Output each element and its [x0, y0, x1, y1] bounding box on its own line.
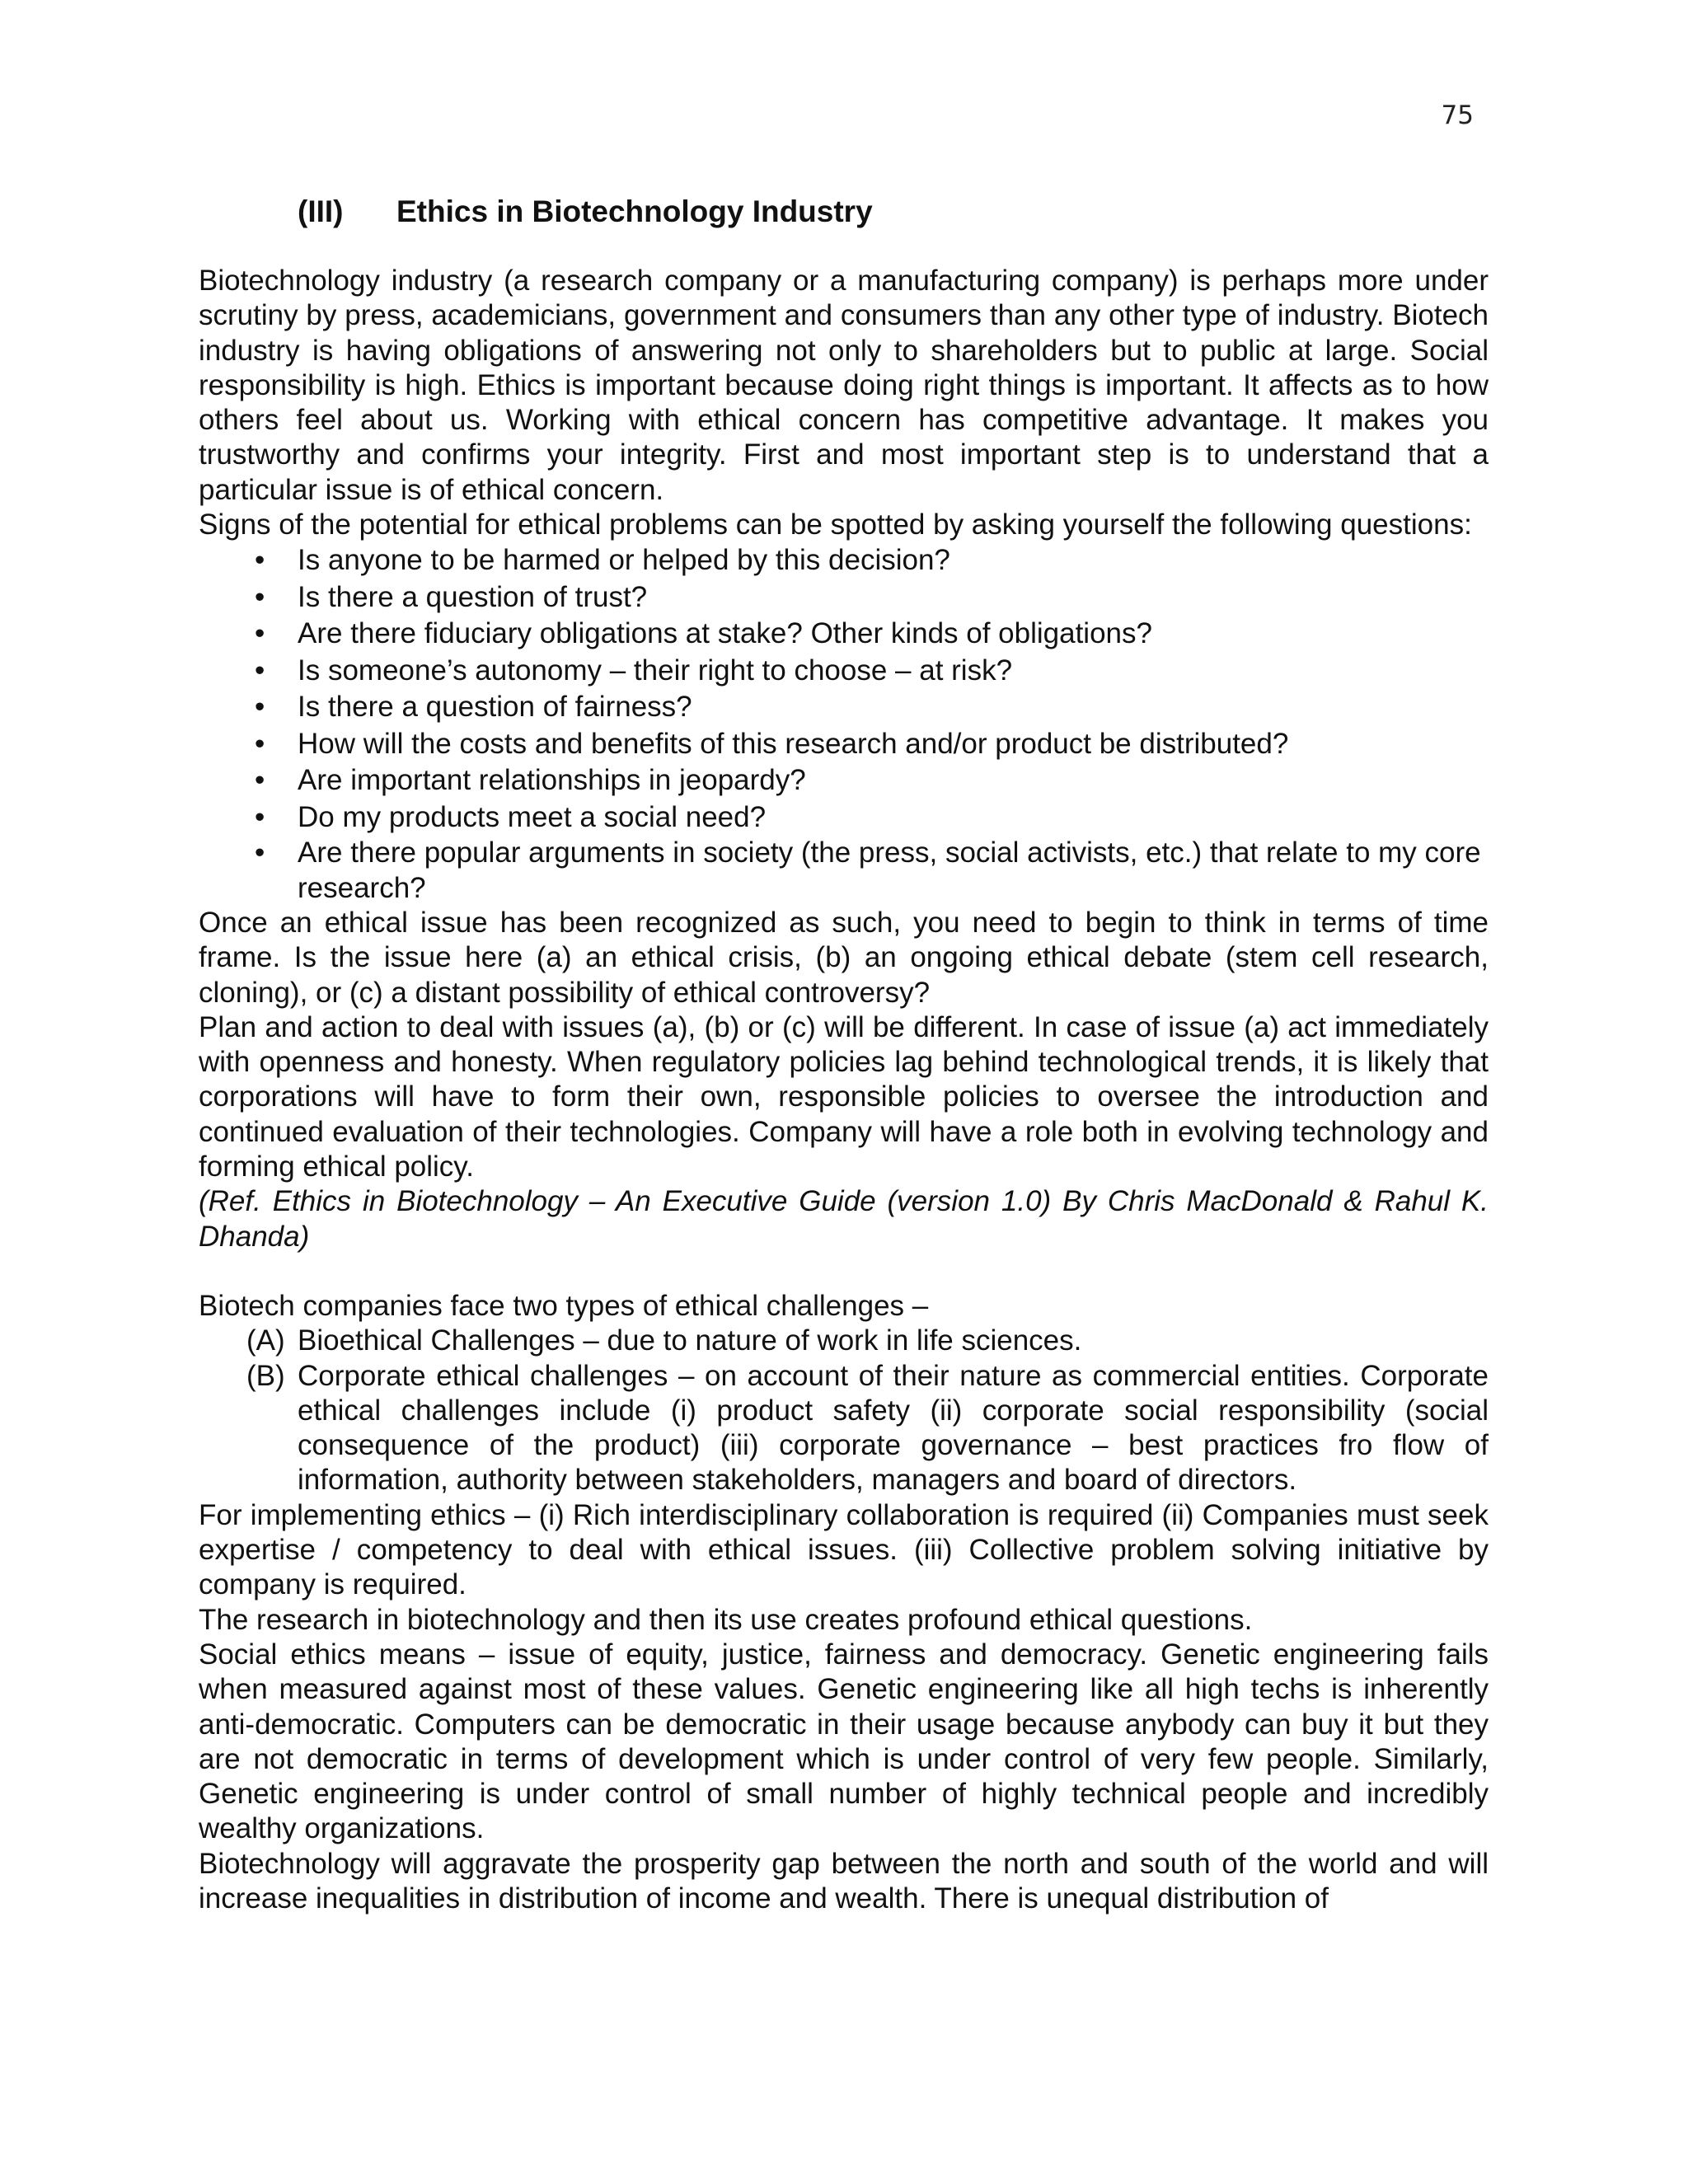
list-item-text: How will the costs and benefits of this research and/or product be distributed? [298, 727, 1289, 760]
list-item-text: Is there a question of fairness? [298, 691, 692, 724]
bullet-icon: • [255, 727, 265, 760]
list-item-text: Corporate ethical challenges – on account of their nature as commercial entities. Corporate ethical challenges include (i) product safety (ii) corporate social responsibility (social consequence of the product) (iii) corporate governance – best practices fro flow of information, authority between stakeholders, managers and board of directors. [298, 1359, 1489, 1497]
bullet-icon: • [255, 837, 265, 869]
list-item-letter: (A) [246, 1324, 285, 1357]
list-item [199, 762, 1489, 799]
document-body [199, 191, 1489, 1916]
bullet-icon: • [255, 617, 265, 650]
challenges-intro: Biotech companies face two types of ethical challenges – [199, 1289, 929, 1322]
bullet-icon: • [255, 544, 265, 577]
list-item [199, 1359, 1489, 1498]
list-item [199, 799, 1489, 837]
list-item [199, 726, 1489, 763]
list-item [199, 1324, 1489, 1358]
plan-action-paragraph: Plan and action to deal with issues (a), (b) or (c) will be different. In case of issue (a) act immediately with openness and honesty. When regulatory policies lag behind technological trends, it is likely that corporations will have to form their own, responsible policies to oversee the introduction and continued evaluation of their technologies. Company will have a role both in evolving technology and forming ethical policy. [199, 1010, 1489, 1183]
reference-citation: (Ref. Ethics in Biotechnology – An Executive Guide (version 1.0) By Chris MacDonald & Rahul K. Dhanda) [199, 1185, 1489, 1253]
intro-paragraph: Biotechnology industry (a research company or a manufacturing company) is perhaps more under scrutiny by press, academicians, government and consumers than any other type of industry. Biotech industry is having obligations of answering not only to shareholders but to public at large. Social responsibility is high. Ethics is important because doing right things is important. It affects as to how others feel about us. Working with ethical concern has competitive advantage. It makes you trustworthy and confirms your integrity. First and most important step is to understand that a particular issue is of ethical concern. [199, 265, 1489, 506]
page-number: 75 [1441, 101, 1474, 130]
list-item-text: Bioethical Challenges – due to nature of work in life sciences. [298, 1324, 1082, 1357]
list-item-text: Are there fiduciary obligations at stake? Other kinds of obligations? [298, 617, 1152, 650]
list-item [199, 653, 1489, 690]
list-item-text: Is someone’s autonomy – their right to choose – at risk? [298, 654, 1013, 687]
list-item-text: Is there a question of trust? [298, 580, 648, 613]
list-item [199, 542, 1489, 579]
bullet-icon: • [255, 654, 265, 687]
list-item-text: Are there popular arguments in society (the press, social activists, etc.) that relate to my core research? [298, 837, 1481, 904]
list-item-text: Is anyone to be harmed or helped by this decision? [298, 544, 950, 577]
time-frame-paragraph: Once an ethical issue has been recognized as such, you need to begin to think in terms of time frame. Is the issue here (a) an ethical crisis, (b) an ongoing ethical debate (stem cell research, cloning), or (c) a distant possibility of ethical controversy? [199, 906, 1489, 1009]
questions-intro-paragraph: Signs of the potential for ethical problems can be spotted by asking yourself the following questions: [199, 509, 1472, 541]
bullet-icon: • [255, 800, 265, 833]
section-title: Ethics in Biotechnology Industry [396, 194, 873, 228]
social-ethics-paragraph: Social ethics means – issue of equity, justice, fairness and democracy. Genetic engineering fails when measured against most of these values. Genetic engineering like all high techs is inherently anti-democratic. Computers can be democratic in their usage because anybody can buy it but they are not democratic in terms of development which is under control of very few people. Similarly, Genetic engineering is under control of small number of highly technical people and incredibly wealthy organizations. [199, 1638, 1489, 1845]
list-item-text: Are important relationships in jeopardy? [298, 764, 806, 797]
bullet-icon: • [255, 691, 265, 724]
list-item-letter: (B) [246, 1359, 285, 1392]
research-paragraph: The research in biotechnology and then its use creates profound ethical questions. [199, 1603, 1253, 1636]
bullet-icon: • [255, 580, 265, 613]
list-item [199, 579, 1489, 616]
implementing-ethics-paragraph: For implementing ethics – (i) Rich interdisciplinary collaboration is required (ii) Companies must seek expertise / competency to deal with ethical issues. (iii) Collective problem solving initiative by company is required. [199, 1498, 1489, 1601]
list-item [199, 616, 1489, 653]
challenges-list [199, 1324, 1489, 1497]
list-item [199, 836, 1489, 906]
bullet-icon: • [255, 764, 265, 797]
blank-line [199, 1254, 1489, 1289]
list-item-text: Do my products meet a social need? [298, 800, 767, 833]
section-number: (III) [298, 194, 344, 228]
list-item [199, 689, 1489, 726]
section-heading [298, 191, 1489, 232]
questions-list [199, 542, 1489, 906]
prosperity-gap-paragraph: Biotechnology will aggravate the prosperity gap between the north and south of the world and will increase inequalities in distribution of income and wealth. There is unequal distribution of [199, 1847, 1489, 1915]
